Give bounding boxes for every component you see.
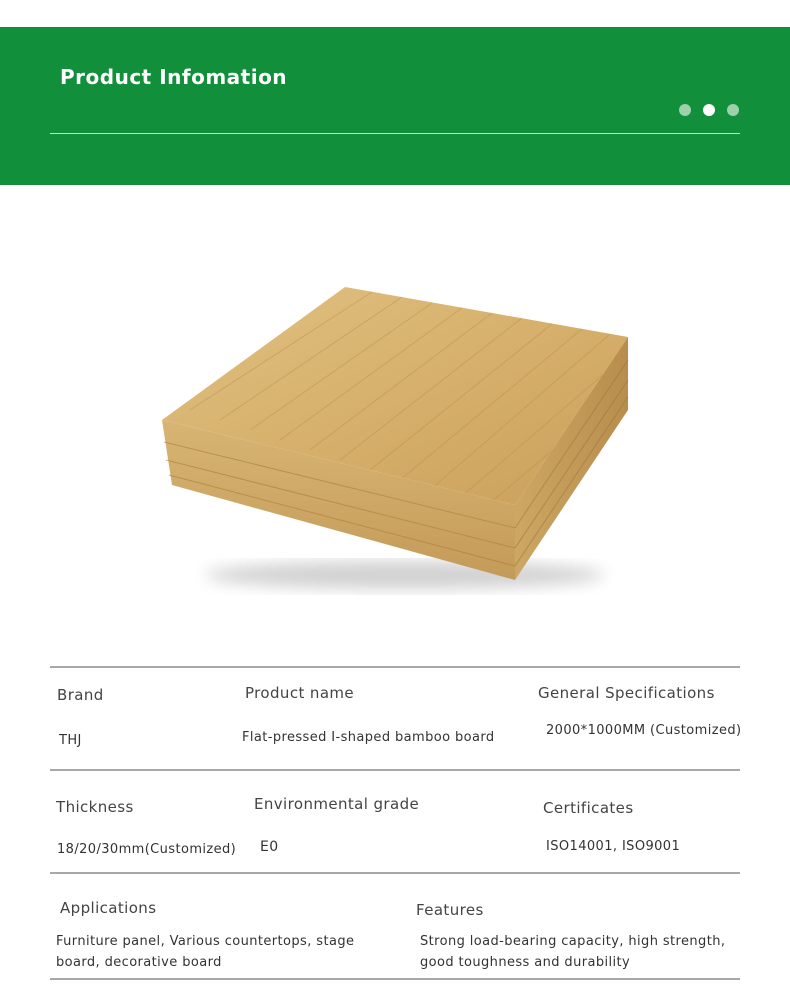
carousel-dots bbox=[679, 104, 739, 116]
brand-value: THJ bbox=[59, 733, 82, 748]
applications-value: Furniture panel, Various countertops, stage board, decorative board bbox=[56, 934, 355, 970]
table-divider bbox=[50, 872, 740, 874]
certificates-label: Certificates bbox=[543, 799, 634, 817]
brand-label: Brand bbox=[57, 686, 104, 704]
product-name-label: Product name bbox=[245, 684, 355, 702]
carousel-dot[interactable] bbox=[679, 104, 691, 116]
features-label: Features bbox=[416, 901, 484, 919]
features-value: Strong load-bearing capacity, high strength, good toughness and durability bbox=[420, 934, 726, 970]
product-name-value: Flat-pressed I-shaped bamboo board bbox=[242, 730, 495, 745]
applications-label: Applications bbox=[60, 899, 157, 917]
certificates-value: ISO14001, ISO9001 bbox=[546, 839, 681, 854]
thickness-label: Thickness bbox=[56, 798, 134, 816]
environmental-grade-label: Environmental grade bbox=[254, 795, 420, 813]
carousel-dot-active[interactable] bbox=[703, 104, 715, 116]
general-specifications-value: 2000*1000MM (Customized) bbox=[546, 723, 742, 738]
table-divider bbox=[50, 666, 740, 668]
general-specifications-label: General Specifications bbox=[538, 684, 715, 702]
section-title: Product Infomation bbox=[60, 65, 288, 89]
carousel-dot[interactable] bbox=[727, 104, 739, 116]
table-divider bbox=[50, 769, 740, 771]
environmental-grade-value: E0 bbox=[260, 839, 279, 855]
thickness-value: 18/20/30mm(Customized) bbox=[57, 842, 237, 857]
product-image bbox=[150, 270, 640, 600]
table-divider bbox=[50, 978, 740, 980]
header-banner bbox=[0, 27, 790, 185]
banner-divider bbox=[50, 133, 740, 134]
